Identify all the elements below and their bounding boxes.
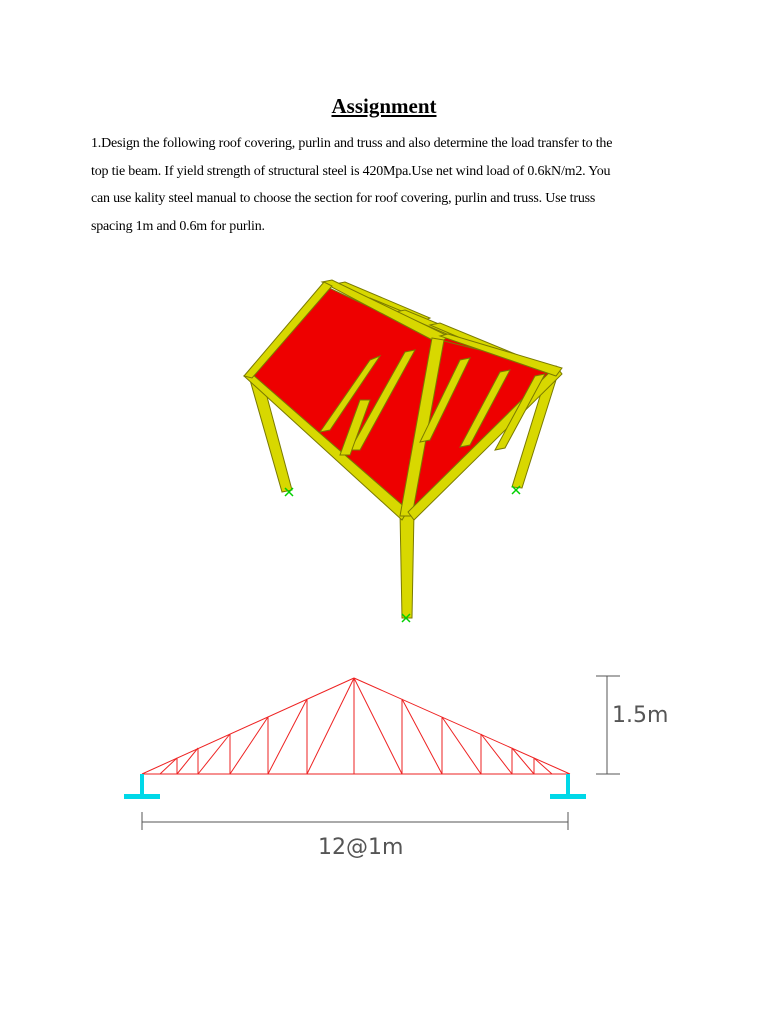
span-dimension — [142, 812, 568, 830]
truss-supports — [124, 774, 586, 799]
paragraph-line: spacing 1m and 0.6m for purlin. — [91, 218, 265, 234]
height-label: 1.5m — [612, 703, 669, 728]
support-left — [140, 774, 144, 794]
top-chord-left — [142, 678, 354, 774]
truss-diagonals — [160, 678, 552, 774]
paragraph-line: 1.Design the following roof covering, purlin and truss and also determine the load transfer to the — [91, 136, 613, 151]
paragraph-line: can use kality steel manual to choose the section for roof covering, purlin and truss. Use truss — [91, 191, 596, 206]
truss-verticals — [177, 678, 534, 774]
paragraph-line: top tie beam. If yield strength of structural steel is 420Mpa.Use net wind load of 0.6kN/m2. You — [91, 163, 611, 179]
span-label: 12@1m — [318, 835, 404, 860]
top-chord-right — [354, 678, 570, 774]
support-right — [566, 774, 570, 794]
truss-members — [142, 678, 570, 774]
page-title: Assignment — [331, 94, 437, 118]
